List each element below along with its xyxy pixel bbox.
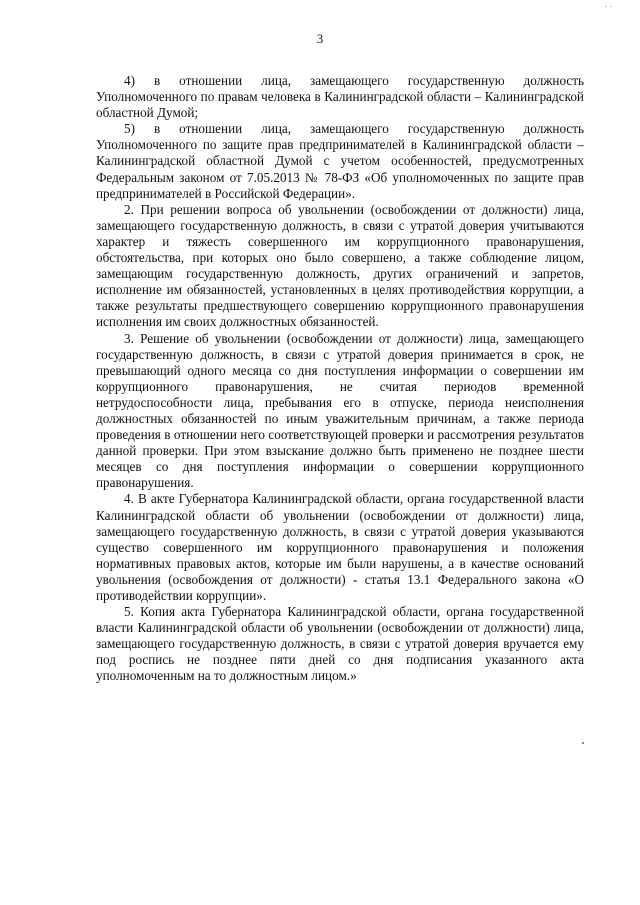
page-number: 3 — [316, 31, 324, 46]
paragraph-4: 4. В акте Губернатора Калининградской области, органа государственной власти Калининградской области об увольнении (освобождении от должности) лица, замещающего государственную должность, в связи с утратой доверия указываются существо совершенного им коррупционного правонарушения и положения нормативных правовых актов, которые им были нарушены, а в качестве оснований увольнения (освобождения от должности) - статья 13.1 Федерального закона «О противодействии коррупции». — [96, 491, 584, 603]
document-body — [96, 73, 584, 685]
paragraph-item-4: 4) в отношении лица, замещающего государственную должность Уполномоченного по правам человека в Калининградской области – Калининградской областной Думой; — [96, 73, 584, 121]
paragraph-5: 5. Копия акта Губернатора Калининградской области, органа государственной власти Калининградской области об увольнении (освобождении от должности) лица, замещающего государственную должность, в связи с утратой доверия вручается ему под роспись не позднее пяти дней со дня подписания указанного акта уполномоченным на то должностным лицом.» — [96, 604, 584, 684]
scan-corner-mark: . . — [604, 0, 612, 10]
paragraph-2: 2. При решении вопроса об увольнении (освобождении от должности) лица, замещающего государственную должность, в связи с утратой доверия учитываются характер и тяжесть совершенного им коррупционного правонарушения, обстоятельства, при которых оно было совершено, а также соблюдение лицом, замещающим государственную должность, других ограничений и запретов, исполнение им обязанностей, установленных в целях противодействия коррупции, а также результаты предшествующего совершению коррупционного правонарушения исполнения им своих должностных обязанностей. — [96, 201, 584, 330]
scan-artifact-dot — [582, 742, 584, 744]
paragraph-3: 3. Решение об увольнении (освобождении от должности) лица, замещающего государственную должность, в связи с утратой доверия принимается в срок, не превышающий одного месяца со дня поступления информации о совершении им коррупционного правонарушения, не считая периодов временной нетрудоспособности лица, пребывания его в отпуске, периода неисполнения должностных обязанностей по иным уважительным причинам, а также периода проведения в отношении него соответствующей проверки и рассмотрения результатов данной проверки. При этом взыскание должно быть применено не позднее шести месяцев со дня поступления информации о совершении коррупционного правонарушения. — [96, 330, 584, 491]
paragraph-item-5: 5) в отношении лица, замещающего государственную должность Уполномоченного по защите прав предпринимателей в Калининградской области – Калининградской областной Думой с учетом особенностей, предусмотренных Федеральным законом от 7.05.2013 № 78-ФЗ «Об уполномоченных по защите прав предпринимателей в Российской Федерации». — [96, 121, 584, 201]
